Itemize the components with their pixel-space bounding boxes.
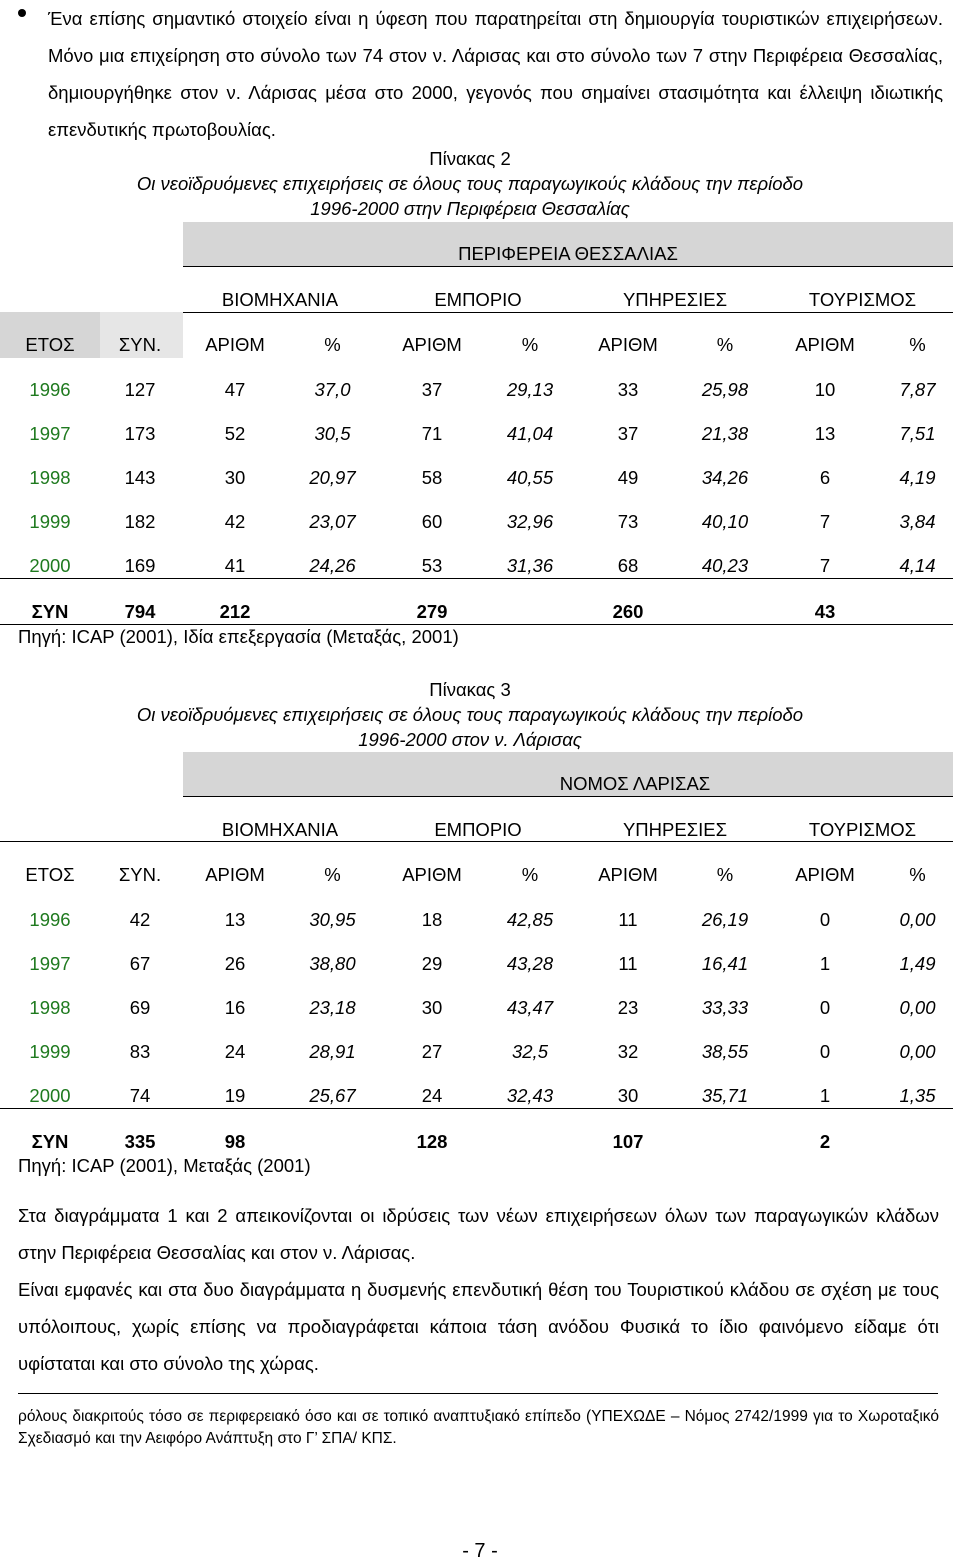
table-cell: 23,18	[309, 997, 356, 1018]
table3-region: ΝΟΜΟΣ ΛΑΡΙΣΑΣ	[559, 773, 711, 794]
table-cell: 0	[819, 909, 831, 930]
table-cell: 16,41	[701, 953, 749, 974]
table-cell: 67	[129, 953, 151, 974]
row-year: 1999	[29, 1041, 71, 1062]
table-cell: 25,67	[309, 1085, 356, 1106]
row-year: 1999	[29, 511, 71, 532]
table3-title-line1: Οι νεοϊδρυόμενες επιχειρήσεις σε όλους τους παραγωγικούς κλάδους την περίοδο	[136, 704, 804, 725]
table-cell: 35,71	[701, 1085, 749, 1106]
table-cell: 40,55	[506, 467, 554, 488]
table-cell: 23	[617, 997, 639, 1018]
table-cell: 30	[224, 467, 246, 488]
table-cell: 13	[814, 423, 836, 444]
sector-header: ΤΟΥΡΙΣΜΟΣ	[808, 819, 917, 840]
table-cell: 33	[617, 379, 639, 400]
row-year: 1997	[29, 423, 71, 444]
column-header: ΑΡΙΘΜ	[205, 334, 265, 355]
table-cell: 32,96	[506, 511, 554, 532]
table-cell: 11	[618, 953, 638, 974]
table-cell: 52	[224, 423, 246, 444]
table-cell: 4,14	[899, 555, 936, 576]
table-cell: 28,91	[309, 1041, 356, 1062]
column-header: %	[324, 334, 341, 355]
total-label: ΣΥΝ	[31, 1131, 69, 1152]
table-cell: 182	[124, 511, 156, 532]
sector-header: ΥΠΗΡΕΣΙΕΣ	[622, 819, 728, 840]
sector-header: ΕΜΠΟΡΙΟ	[434, 289, 522, 310]
table-cell: 38,80	[309, 953, 356, 974]
table-cell: 27	[421, 1041, 443, 1062]
table-cell: 71	[421, 423, 443, 444]
column-header: %	[909, 864, 926, 885]
table2-region: ΠΕΡΙΦΕΡΕΙΑ ΘΕΣΣΑΛΙΑΣ	[458, 243, 678, 264]
table-cell: 0,00	[899, 997, 936, 1018]
column-header: %	[716, 864, 734, 885]
table-cell: 6	[819, 467, 831, 488]
table-cell: 38,55	[701, 1041, 749, 1062]
table-cell: 42	[224, 511, 246, 532]
table-cell: 33,33	[701, 997, 749, 1018]
total-value: 212	[219, 601, 251, 622]
table-cell: 49	[617, 467, 639, 488]
table3-number: Πίνακας 3	[429, 679, 511, 700]
total-value: 794	[124, 601, 156, 622]
table-cell: 26,19	[701, 909, 749, 930]
table-cell: 23,07	[309, 511, 356, 532]
row-year: 2000	[29, 555, 71, 576]
table-cell: 0	[819, 997, 831, 1018]
table-cell: 43,47	[506, 997, 554, 1018]
table-cell: 1	[819, 953, 831, 974]
table-cell: 41,04	[506, 423, 554, 444]
footnote-rule	[18, 1393, 938, 1394]
table-cell: 30	[617, 1085, 639, 1106]
table-cell: 37	[421, 379, 443, 400]
table2-source: Πηγή: ICAP (2001), Ιδία επεξεργασία (Μεταξάς, 2001)	[18, 626, 459, 647]
table-cell: 42	[129, 909, 151, 930]
table-cell: 1	[819, 1085, 831, 1106]
column-header: ΑΡΙΘΜ	[205, 864, 265, 885]
table-cell: 18	[421, 909, 443, 930]
table2-caption	[0, 146, 940, 221]
table-cell: 20,97	[309, 467, 356, 488]
table-cell: 0	[819, 1041, 831, 1062]
row-year: 1996	[29, 379, 71, 400]
table-cell: 26	[224, 953, 246, 974]
table3-rule	[183, 796, 953, 797]
table-cell: 30,5	[314, 423, 351, 444]
table-cell: 53	[421, 555, 443, 576]
total-value: 260	[612, 601, 644, 622]
row-year: 1998	[29, 467, 71, 488]
table2-title-line2: 1996-2000 στην Περιφέρεια Θεσσαλίας	[310, 198, 630, 219]
total-value: 43	[814, 601, 836, 622]
table-cell: 30	[421, 997, 443, 1018]
table-cell: 74	[129, 1085, 151, 1106]
table-cell: 60	[421, 511, 443, 532]
column-header: ΑΡΙΘΜ	[598, 864, 658, 885]
table3-source: Πηγή: ICAP (2001), Μεταξάς (2001)	[18, 1155, 311, 1176]
table-cell: 58	[421, 467, 443, 488]
table-cell: 7,51	[899, 423, 936, 444]
table-cell: 19	[224, 1085, 246, 1106]
page-number: - 7 -	[462, 1540, 498, 1562]
footnote: ρόλους διακριτούς τόσο σε περιφερειακό όσο και σε τοπικό αναπτυξιακό επίπεδο (ΥΠΕΧΩΔΕ – Νόμος 2742/1999 για το Χωροταξικό Σχεδιασμό και την Αειφόρο Ανάπτυξη στο Γ’ ΣΠΑ/ ΚΠΣ.	[18, 1408, 939, 1447]
column-header: ΕΤΟΣ	[25, 864, 75, 885]
column-header: ΑΡΙΘΜ	[795, 334, 855, 355]
table-cell: 24	[421, 1085, 443, 1106]
table-cell: 25,98	[701, 379, 749, 400]
table-cell: 127	[124, 379, 156, 400]
table-cell: 1,49	[899, 953, 936, 974]
table-cell: 32,5	[511, 1041, 548, 1062]
table-cell: 42,85	[506, 909, 554, 930]
table-cell: 3,84	[899, 511, 936, 532]
sector-header: ΕΜΠΟΡΙΟ	[434, 819, 522, 840]
table-cell: 31,36	[506, 555, 554, 576]
table-cell: 4,19	[899, 467, 936, 488]
table-cell: 7,87	[899, 379, 936, 400]
table-cell: 29	[421, 953, 443, 974]
table3-rule	[0, 841, 953, 842]
table-cell: 24	[224, 1041, 246, 1062]
row-year: 1996	[29, 909, 71, 930]
column-header: ΣΥΝ.	[118, 864, 162, 885]
table2-rule	[0, 578, 953, 579]
body-paragraph-2: Είναι εμφανές και στα δυο διαγράμματα η δυσμενής επενδυτική θέση του Τουριστικού κλάδου σε σχέση με τους υπόλοιπους, χωρίς επίσης να προδιαγράφεται κάποια τάση ανόδου Φυσικά το ίδιο φαινόμενο είδαμε ότι υφίσταται και στο σύνολο της χώρας.	[18, 1279, 939, 1374]
table-cell: 0,00	[899, 909, 936, 930]
sector-header: ΥΠΗΡΕΣΙΕΣ	[622, 289, 728, 310]
column-header: %	[521, 334, 539, 355]
column-header: %	[716, 334, 734, 355]
column-header: ΣΥΝ.	[118, 334, 162, 355]
table-cell: 173	[124, 423, 156, 444]
table-cell: 0,00	[899, 1041, 936, 1062]
table-cell: 68	[617, 555, 639, 576]
table3-title-line2: 1996-2000 στον ν. Λάρισας	[358, 729, 582, 750]
column-header: ΑΡΙΘΜ	[402, 864, 462, 885]
row-year: 1997	[29, 953, 71, 974]
table-cell: 32	[617, 1041, 639, 1062]
table-cell: 13	[224, 909, 246, 930]
table-cell: 47	[224, 379, 246, 400]
column-header: ΑΡΙΘΜ	[795, 864, 855, 885]
table-cell: 16	[224, 997, 246, 1018]
table2-rule	[0, 624, 953, 625]
column-header: ΑΡΙΘΜ	[402, 334, 462, 355]
body-paragraph-1: Στα διαγράμματα 1 και 2 απεικονίζονται οι ιδρύσεις των νέων επιχειρήσεων όλων των παραγωγικών κλάδων στην Περιφέρεια Θεσσαλίας και στον ν. Λάρισας.	[18, 1205, 939, 1263]
table-cell: 7	[819, 555, 831, 576]
total-value: 107	[612, 1131, 644, 1152]
intro-bullet	[18, 0, 943, 148]
table-cell: 83	[129, 1041, 151, 1062]
bullet-icon	[18, 9, 26, 17]
table-cell: 37	[617, 423, 639, 444]
column-header: %	[521, 864, 539, 885]
table-cell: 29,13	[506, 379, 554, 400]
column-header: %	[909, 334, 926, 355]
table3-caption	[0, 677, 940, 752]
sector-header: ΒΙΟΜΗΧΑΝΙΑ	[221, 819, 339, 840]
intro-bullet-text: Ένα επίσης σημαντικό στοιχείο είναι η ύφεση που παρατηρείται στη δημιουργία τουριστικών επιχειρήσεων. Μόνο μια επιχείρηση στο σύνολο των 74 στον ν. Λάρισας και στο σύνολο των 7 στην Περιφέρεια Θεσσαλίας, δημιουργήθηκε στον ν. Λάρισας μέσα στο 2000, γεγονός που σημαίνει στασιμότητα και έλλειψη ιδιωτικής επενδυτικής πρωτοβουλίας.	[48, 8, 943, 140]
sector-header: ΒΙΟΜΗΧΑΝΙΑ	[221, 289, 339, 310]
table-cell: 24,26	[309, 555, 356, 576]
column-header: ΕΤΟΣ	[25, 334, 75, 355]
total-value: 128	[416, 1131, 448, 1152]
total-value: 2	[819, 1131, 831, 1152]
table2-rule	[183, 312, 953, 313]
table-cell: 21,38	[701, 423, 749, 444]
column-header: ΑΡΙΘΜ	[598, 334, 658, 355]
table-cell: 11	[618, 909, 638, 930]
table2-number: Πίνακας 2	[429, 148, 511, 169]
table2-rule	[183, 266, 953, 267]
table2-title-line1: Οι νεοϊδρυόμενες επιχειρήσεις σε όλους τους παραγωγικούς κλάδους την περίοδο	[136, 173, 804, 194]
table-cell: 40,10	[701, 511, 749, 532]
table-cell: 32,43	[506, 1085, 554, 1106]
total-value: 98	[224, 1131, 246, 1152]
table-cell: 143	[124, 467, 156, 488]
column-header: %	[324, 864, 341, 885]
table-cell: 169	[124, 555, 156, 576]
table-cell: 43,28	[506, 953, 554, 974]
table-cell: 1,35	[899, 1085, 936, 1106]
table-cell: 30,95	[309, 909, 356, 930]
total-value: 335	[124, 1131, 156, 1152]
total-label: ΣΥΝ	[31, 601, 69, 622]
table-cell: 73	[617, 511, 639, 532]
table-cell: 41	[224, 555, 246, 576]
table-cell: 69	[129, 997, 151, 1018]
table-cell: 10	[814, 379, 836, 400]
table-cell: 34,26	[701, 467, 749, 488]
row-year: 2000	[29, 1085, 71, 1106]
table-cell: 37,0	[314, 379, 351, 400]
table-cell: 7	[819, 511, 831, 532]
total-value: 279	[416, 601, 448, 622]
table-cell: 40,23	[701, 555, 749, 576]
row-year: 1998	[29, 997, 71, 1018]
sector-header: ΤΟΥΡΙΣΜΟΣ	[808, 289, 917, 310]
table3-rule	[0, 1108, 953, 1109]
